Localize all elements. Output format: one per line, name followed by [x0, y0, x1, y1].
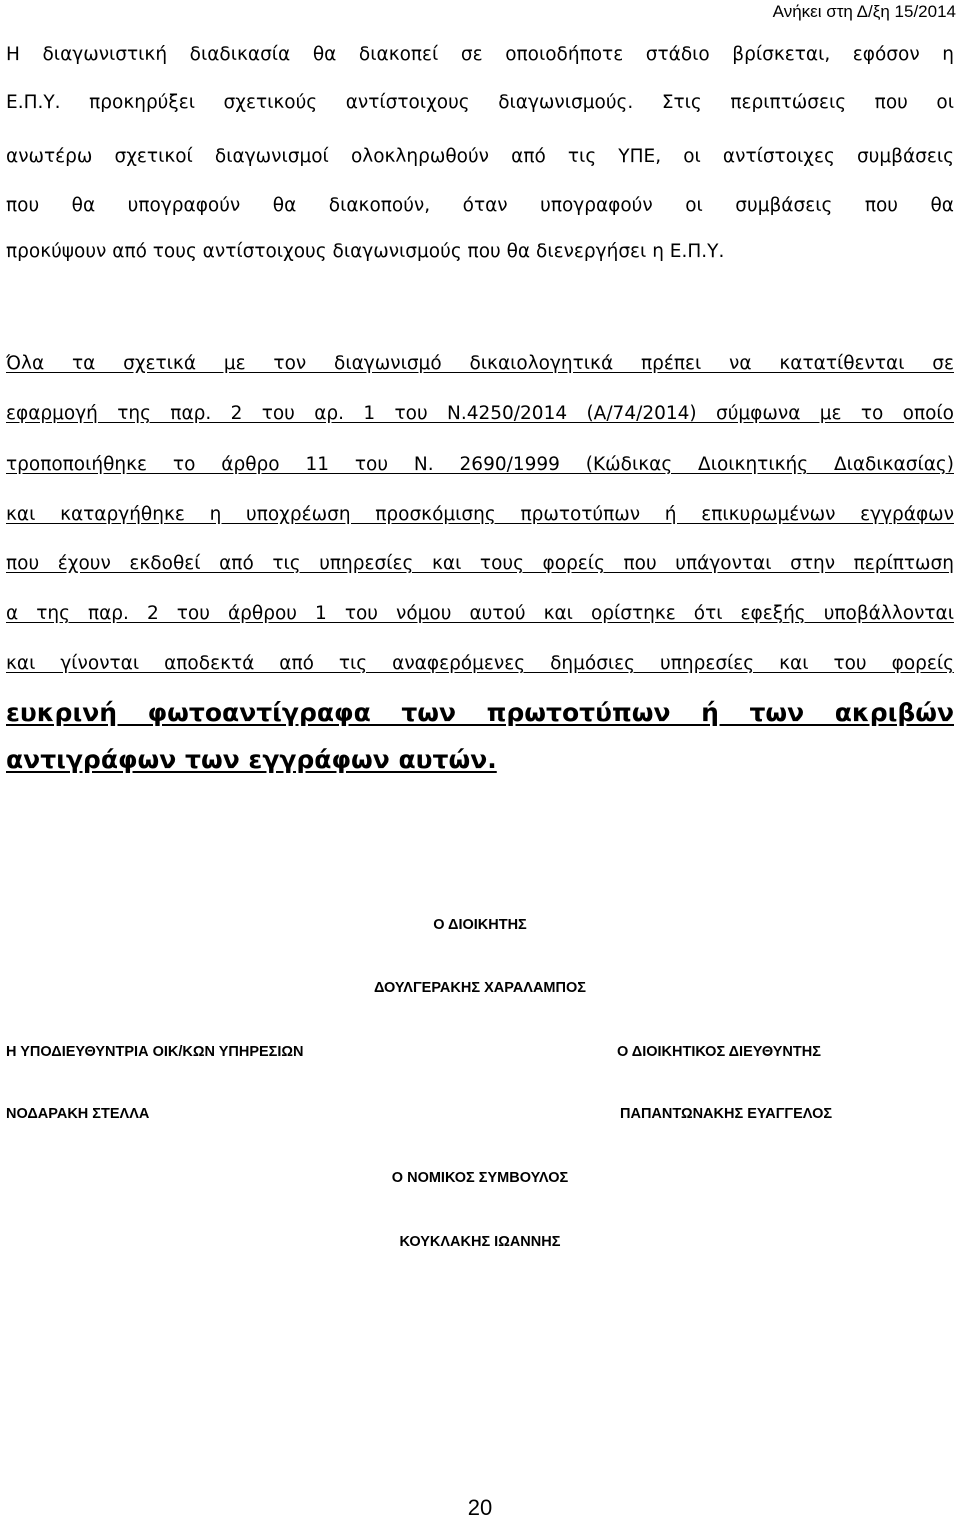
text-line: Η διαγωνιστική διαδικασία θα διακοπεί σε οποιοδήποτε στάδιο βρίσκεται, εφόσον η: [6, 44, 954, 65]
text-line: τροποποιήθηκε το άρθρο 11 του Ν. 2690/1999 (Κώδικας Διοικητικής Διαδικασίας): [6, 454, 954, 475]
text-line: α της παρ. 2 του άρθρου 1 του νόμου αυτού και ορίστηκε ότι εφεξής υποβάλλονται: [6, 603, 954, 624]
director-title: Ο ΔΙΟΙΚΗΤΗΣ: [433, 917, 527, 933]
text-line: που έχουν εκδοθεί από τις υπηρεσίες και τους φορείς που υπάγονται στην περίπτωση: [6, 553, 954, 574]
deputy-left-name: ΝΟΔΑΡΑΚΗ ΣΤΕΛΛΑ: [6, 1106, 150, 1122]
emphasis-line: ευκρινή φωτοαντίγραφα των πρωτοτύπων ή των ακριβών: [6, 698, 954, 727]
text-line: Όλα τα σχετικά με τον διαγωνισμό δικαιολογητικά πρέπει να κατατίθενται σε: [6, 353, 954, 374]
counsel-name: ΚΟΥΚΛΑΚΗΣ ΙΩΑΝΝΗΣ: [399, 1234, 561, 1250]
deputy-left-title: Η ΥΠΟΔΙΕΥΘΥΝΤΡΙΑ ΟΙΚ/ΚΩΝ ΥΠΗΡΕΣΙΩΝ: [6, 1044, 304, 1060]
emphasis-line: αντιγράφων των εγγράφων αυτών.: [6, 745, 497, 774]
page-number: 20: [467, 1495, 493, 1520]
deputy-right-title: Ο ΔΙΟΙΚΗΤΙΚΟΣ ΔΙΕΥΘΥΝΤΗΣ: [617, 1044, 821, 1060]
text-line: και καταργήθηκε η υποχρέωση προσκόμισης πρωτοτύπων ή επικυρωμένων εγγράφων: [6, 504, 954, 525]
text-line: εφαρμογή της παρ. 2 του αρ. 1 του Ν.4250/2014 (Α/74/2014) σύμφωνα με το οποίο: [6, 403, 954, 424]
document-reference-header: Ανήκει στη Δ/ξη 15/2014: [772, 2, 956, 21]
counsel-title: Ο ΝΟΜΙΚΟΣ ΣΥΜΒΟΥΛΟΣ: [391, 1170, 569, 1186]
text-line: που θα υπογραφούν θα διακοπούν, όταν υπογραφούν οι συμβάσεις που θα: [6, 195, 954, 216]
deputy-right-name: ΠΑΠΑΝΤΩΝΑΚΗΣ ΕΥΑΓΓΕΛΟΣ: [620, 1106, 833, 1122]
text-line: ανωτέρω σχετικοί διαγωνισμοί ολοκληρωθούν από τις ΥΠΕ, οι αντίστοιχες συμβάσεις: [6, 146, 954, 167]
text-line: προκύψουν από τους αντίστοιχους διαγωνισμούς που θα διενεργήσει η Ε.Π.Υ.: [6, 241, 725, 262]
text-line: Ε.Π.Υ. προκηρύξει σχετικούς αντίστοιχους διαγωνισμούς. Στις περιπτώσεις που οι: [6, 92, 954, 113]
director-name: ΔΟΥΛΓΕΡΑΚΗΣ ΧΑΡΑΛΑΜΠΟΣ: [374, 980, 586, 996]
text-line: και γίνονται αποδεκτά από τις αναφερόμενες δημόσιες υπηρεσίες και του φορείς: [6, 653, 954, 674]
